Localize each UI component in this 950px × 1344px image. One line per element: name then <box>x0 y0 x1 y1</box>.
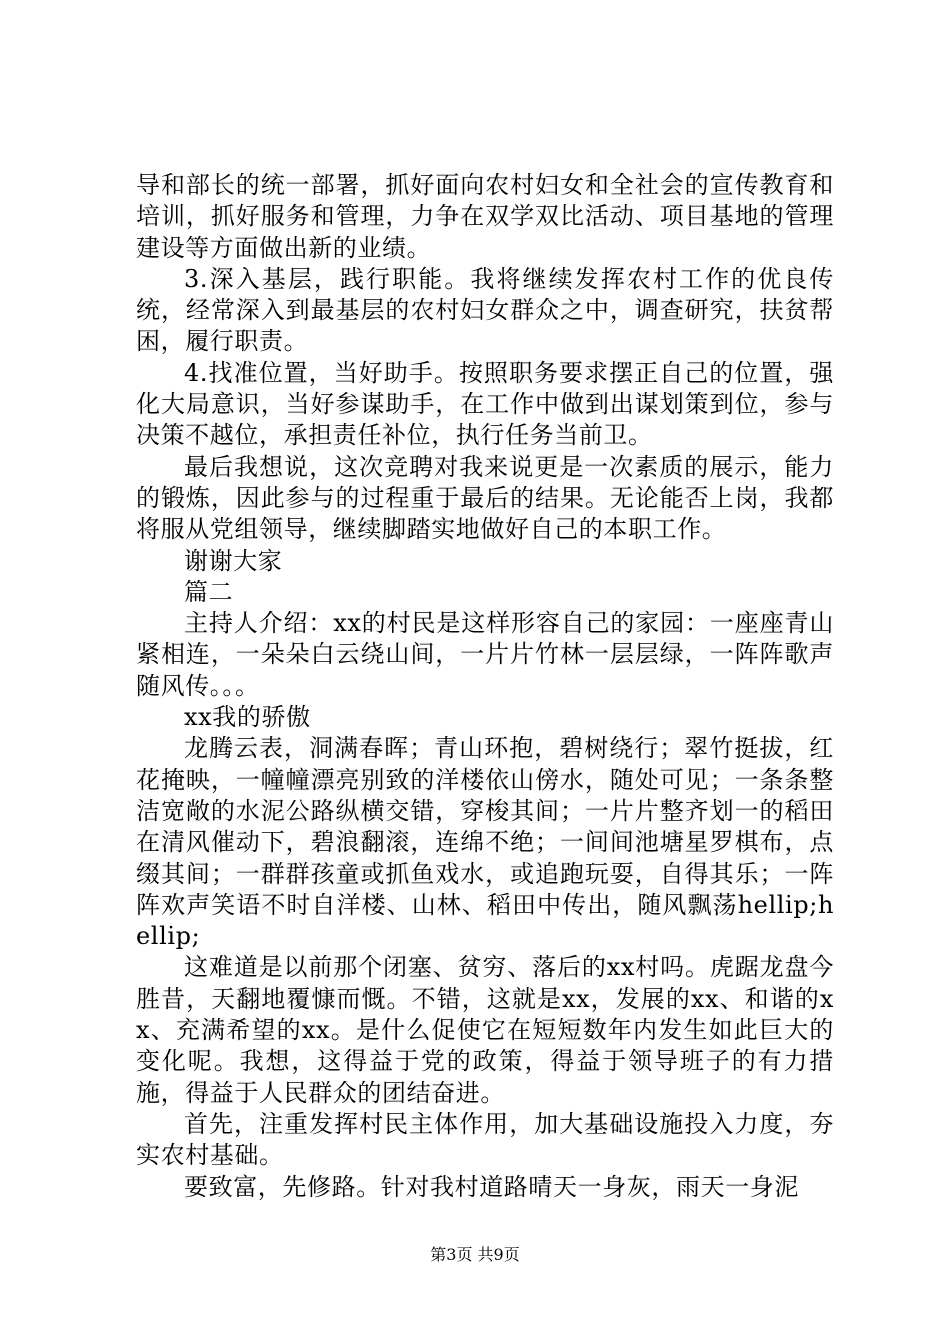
paragraph-scenery: 龙腾云表，洞满春晖；青山环抱，碧树绕行；翠竹挺拔，红花掩映，一幢幢漂亮别致的洋楼依山傍水，随处可见；一条条整洁宽敞的水泥公路纵横交错，穿梭其间；一片片整齐划一的稻田在清风催动下，碧浪翻滚，连绵不绝；一间间池塘星罗棋布，点缀其间；一群群孩童或抓鱼戏水，或追跑玩耍，自得其乐；一阵阵欢声笑语不时自洋楼、山林、稻田中传出，随风飘荡hellip;hellip; <box>136 734 834 951</box>
page-number-footer: 第3页 共9页 <box>430 1245 520 1264</box>
paragraph-roads: 要致富，先修路。针对我村道路晴天一身灰，雨天一身泥 <box>184 1172 799 1201</box>
paragraph-continuation: 导和部长的统一部署，抓好面向农村妇女和全社会的宣传教育和培训，抓好服务和管理，力争在双学双比活动、项目基地的管理建设等方面做出新的业绩。 <box>136 171 834 262</box>
document-body <box>136 170 834 1203</box>
subtitle: xx我的骄傲 <box>184 703 311 732</box>
section-heading: 篇二 <box>184 577 234 606</box>
paragraph-thanks: 谢谢大家 <box>184 546 283 575</box>
paragraph-host-intro: 主持人介绍：xx的村民是这样形容自己的家园：一座座青山紧相连，一朵朵白云绕山间，一片片竹林一层层绿，一阵阵歌声随风传。。。 <box>136 609 834 700</box>
paragraph-closing: 最后我想说，这次竞聘对我来说更是一次素质的展示，能力的锻炼，因此参与的过程重于最后的结果。无论能否上岗，我都将服从党组领导，继续脚踏实地做好自己的本职工作。 <box>136 452 834 544</box>
paragraph-item-4: 4.找准位置，当好助手。按照职务要求摆正自己的位置，强化大局意识，当好参谋助手，在工作中做到出谋划策到位，参与决策不越位，承担责任补位，执行任务当前卫。 <box>136 358 834 450</box>
paragraph-change: 这难道是以前那个闭塞、贫穷、落后的xx村吗。虎踞龙盘今胜昔，天翻地覆慷而慨。不错，这就是xx，发展的xx、和谐的xx、充满希望的xx。是什么促使它在短短数年内发生如此巨大的变化呢。我想，这得益于党的政策，得益于领导班子的有力措施，得益于人民群众的团结奋进。 <box>136 953 834 1107</box>
paragraph-item-3: 3.深入基层，践行职能。我将继续发挥农村工作的优良传统，经常深入到最基层的农村妇女群众之中，调查研究，扶贫帮困，履行职责。 <box>136 264 834 356</box>
paragraph-first: 首先，注重发挥村民主体作用，加大基础设施投入力度，夯实农村基础。 <box>136 1109 834 1170</box>
